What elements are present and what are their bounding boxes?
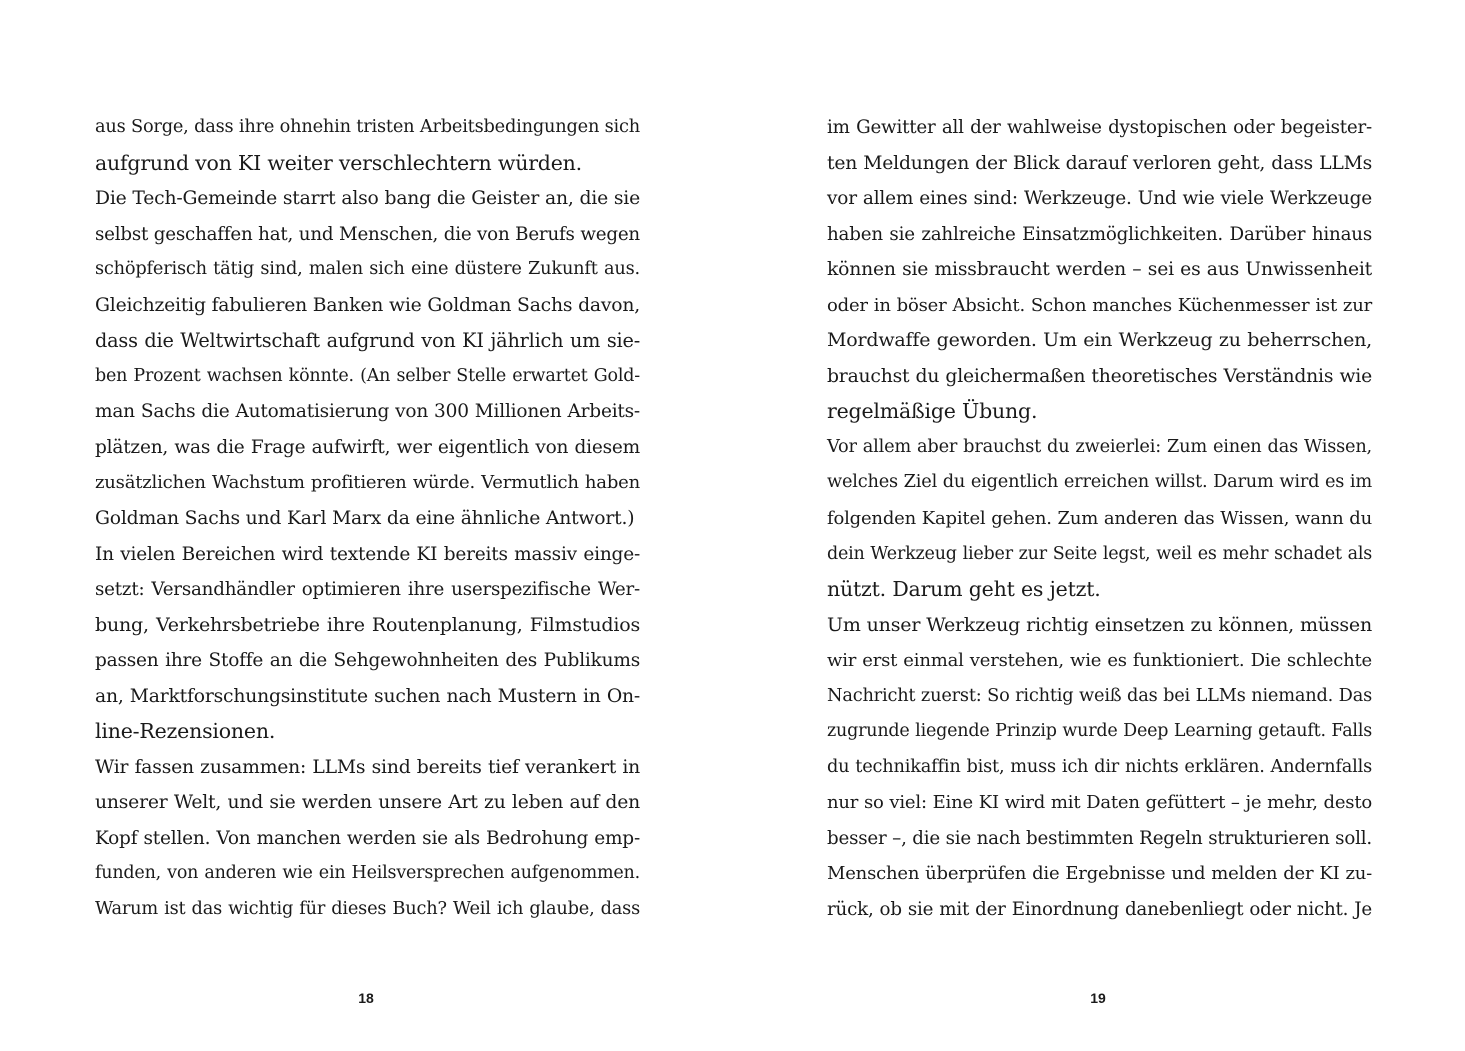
text-line: passen ihre Stoffe an die Sehgewohnheiten des Publikums: [95, 650, 640, 672]
text-line: regelmäßige Übung.: [827, 399, 1038, 424]
text-line: schöpferisch tätig sind, malen sich eine düstere Zukunft aus.: [95, 259, 640, 280]
text-line: line-Rezensionen.: [95, 719, 276, 744]
text-line: brauchst du gleichermaßen theoretisches Verständnis wie: [827, 365, 1372, 387]
text-line: rück, ob sie mit der Einordnung danebenliegt oder nicht. Je: [827, 899, 1372, 921]
text-line: setzt: Versandhändler optimieren ihre userspezifische Wer-: [95, 579, 640, 601]
text-line: oder in böser Absicht. Schon manches Küchenmesser ist zur: [827, 294, 1372, 316]
text-line: Die Tech-Gemeinde starrt also bang die Geister an, die sie: [95, 188, 640, 210]
right-page: [732, 0, 1465, 1051]
right-page-number: 19: [1090, 990, 1106, 1006]
text-line: Gleichzeitig fabulieren Banken wie Goldman Sachs davon,: [95, 294, 640, 316]
text-line: aufgrund von KI weiter verschlechtern würden.: [95, 150, 582, 175]
text-line: Nachricht zuerst: So richtig weiß das bei LLMs niemand. Das: [827, 685, 1372, 706]
text-line: welches Ziel du eigentlich erreichen willst. Darum wird es im: [827, 472, 1372, 493]
text-line: unserer Welt, und sie werden unsere Art zu leben auf den: [95, 792, 640, 814]
text-line: besser –, die sie nach bestimmten Regeln strukturieren soll.: [827, 827, 1372, 849]
text-line: Menschen überprüfen die Ergebnisse und melden der KI zu-: [827, 863, 1372, 885]
text-line: nützt. Darum geht es jetzt.: [827, 577, 1101, 602]
text-line: aus Sorge, dass ihre ohnehin tristen Arbeitsbedingungen sich: [95, 117, 640, 137]
text-line: können sie missbraucht werden – sei es aus Unwissenheit: [827, 259, 1372, 281]
text-line: Mordwaffe geworden. Um ein Werkzeug zu beherrschen,: [827, 329, 1372, 352]
text-line: dein Werkzeug lieber zur Seite legst, weil es mehr schadet als: [827, 543, 1372, 564]
text-line: funden, von anderen wie ein Heilsversprechen aufgenommen.: [95, 863, 640, 884]
text-line: selbst geschaffen hat, und Menschen, die von Berufs wegen: [95, 223, 640, 245]
text-line: dass die Weltwirtschaft aufgrund von KI jährlich um sie-: [95, 329, 640, 353]
text-line: Wir fassen zusammen: LLMs sind bereits tief verankert in: [95, 756, 640, 778]
text-line: im Gewitter all der wahlweise dystopischen oder begeister-: [827, 117, 1372, 138]
left-page-body: [95, 110, 640, 928]
text-line: folgenden Kapitel gehen. Zum anderen das Wissen, wann du: [827, 508, 1372, 530]
text-line: vor allem eines sind: Werkzeuge. Und wie viele Werkzeuge: [827, 188, 1372, 210]
text-line: Goldman Sachs und Karl Marx da eine ähnliche Antwort.): [95, 508, 635, 530]
text-line: Um unser Werkzeug richtig einsetzen zu können, müssen: [827, 613, 1372, 636]
left-page: [0, 0, 732, 1051]
text-line: wir erst einmal verstehen, wie es funktioniert. Die schlechte: [827, 650, 1372, 672]
text-line: bung, Verkehrsbetriebe ihre Routenplanung, Filmstudios: [95, 613, 640, 636]
text-line: Warum ist das wichtig für dieses Buch? Weil ich glaube, dass: [95, 899, 640, 920]
text-line: haben sie zahlreiche Einsatzmöglichkeiten. Darüber hinaus: [827, 223, 1372, 245]
text-line: In vielen Bereichen wird textende KI bereits massiv einge-: [95, 543, 640, 565]
text-line: nur so viel: Eine KI wird mit Daten gefüttert – je mehr, desto: [827, 792, 1372, 814]
text-line: ben Prozent wachsen könnte. (An selber Stelle erwartet Gold-: [95, 365, 640, 386]
text-line: plätzen, was die Frage aufwirft, wer eigentlich von diesem: [95, 436, 640, 458]
text-line: Vor allem aber brauchst du zweierlei: Zum einen das Wissen,: [827, 436, 1372, 457]
right-page-body: [827, 110, 1372, 928]
text-line: du technikaffin bist, muss ich dir nichts erklären. Andernfalls: [827, 756, 1372, 777]
text-line: ten Meldungen der Blick darauf verloren geht, dass LLMs: [827, 152, 1372, 174]
text-line: zugrunde liegende Prinzip wurde Deep Learning getauft. Falls: [827, 721, 1372, 742]
left-page-number: 18: [358, 990, 374, 1006]
text-line: Kopf stellen. Von manchen werden sie als Bedrohung emp-: [95, 827, 640, 849]
text-line: an, Marktforschungsinstitute suchen nach Mustern in On-: [95, 685, 640, 707]
text-line: man Sachs die Automatisierung von 300 Millionen Arbeits-: [95, 401, 640, 423]
text-line: zusätzlichen Wachstum profitieren würde. Vermutlich haben: [95, 472, 640, 494]
